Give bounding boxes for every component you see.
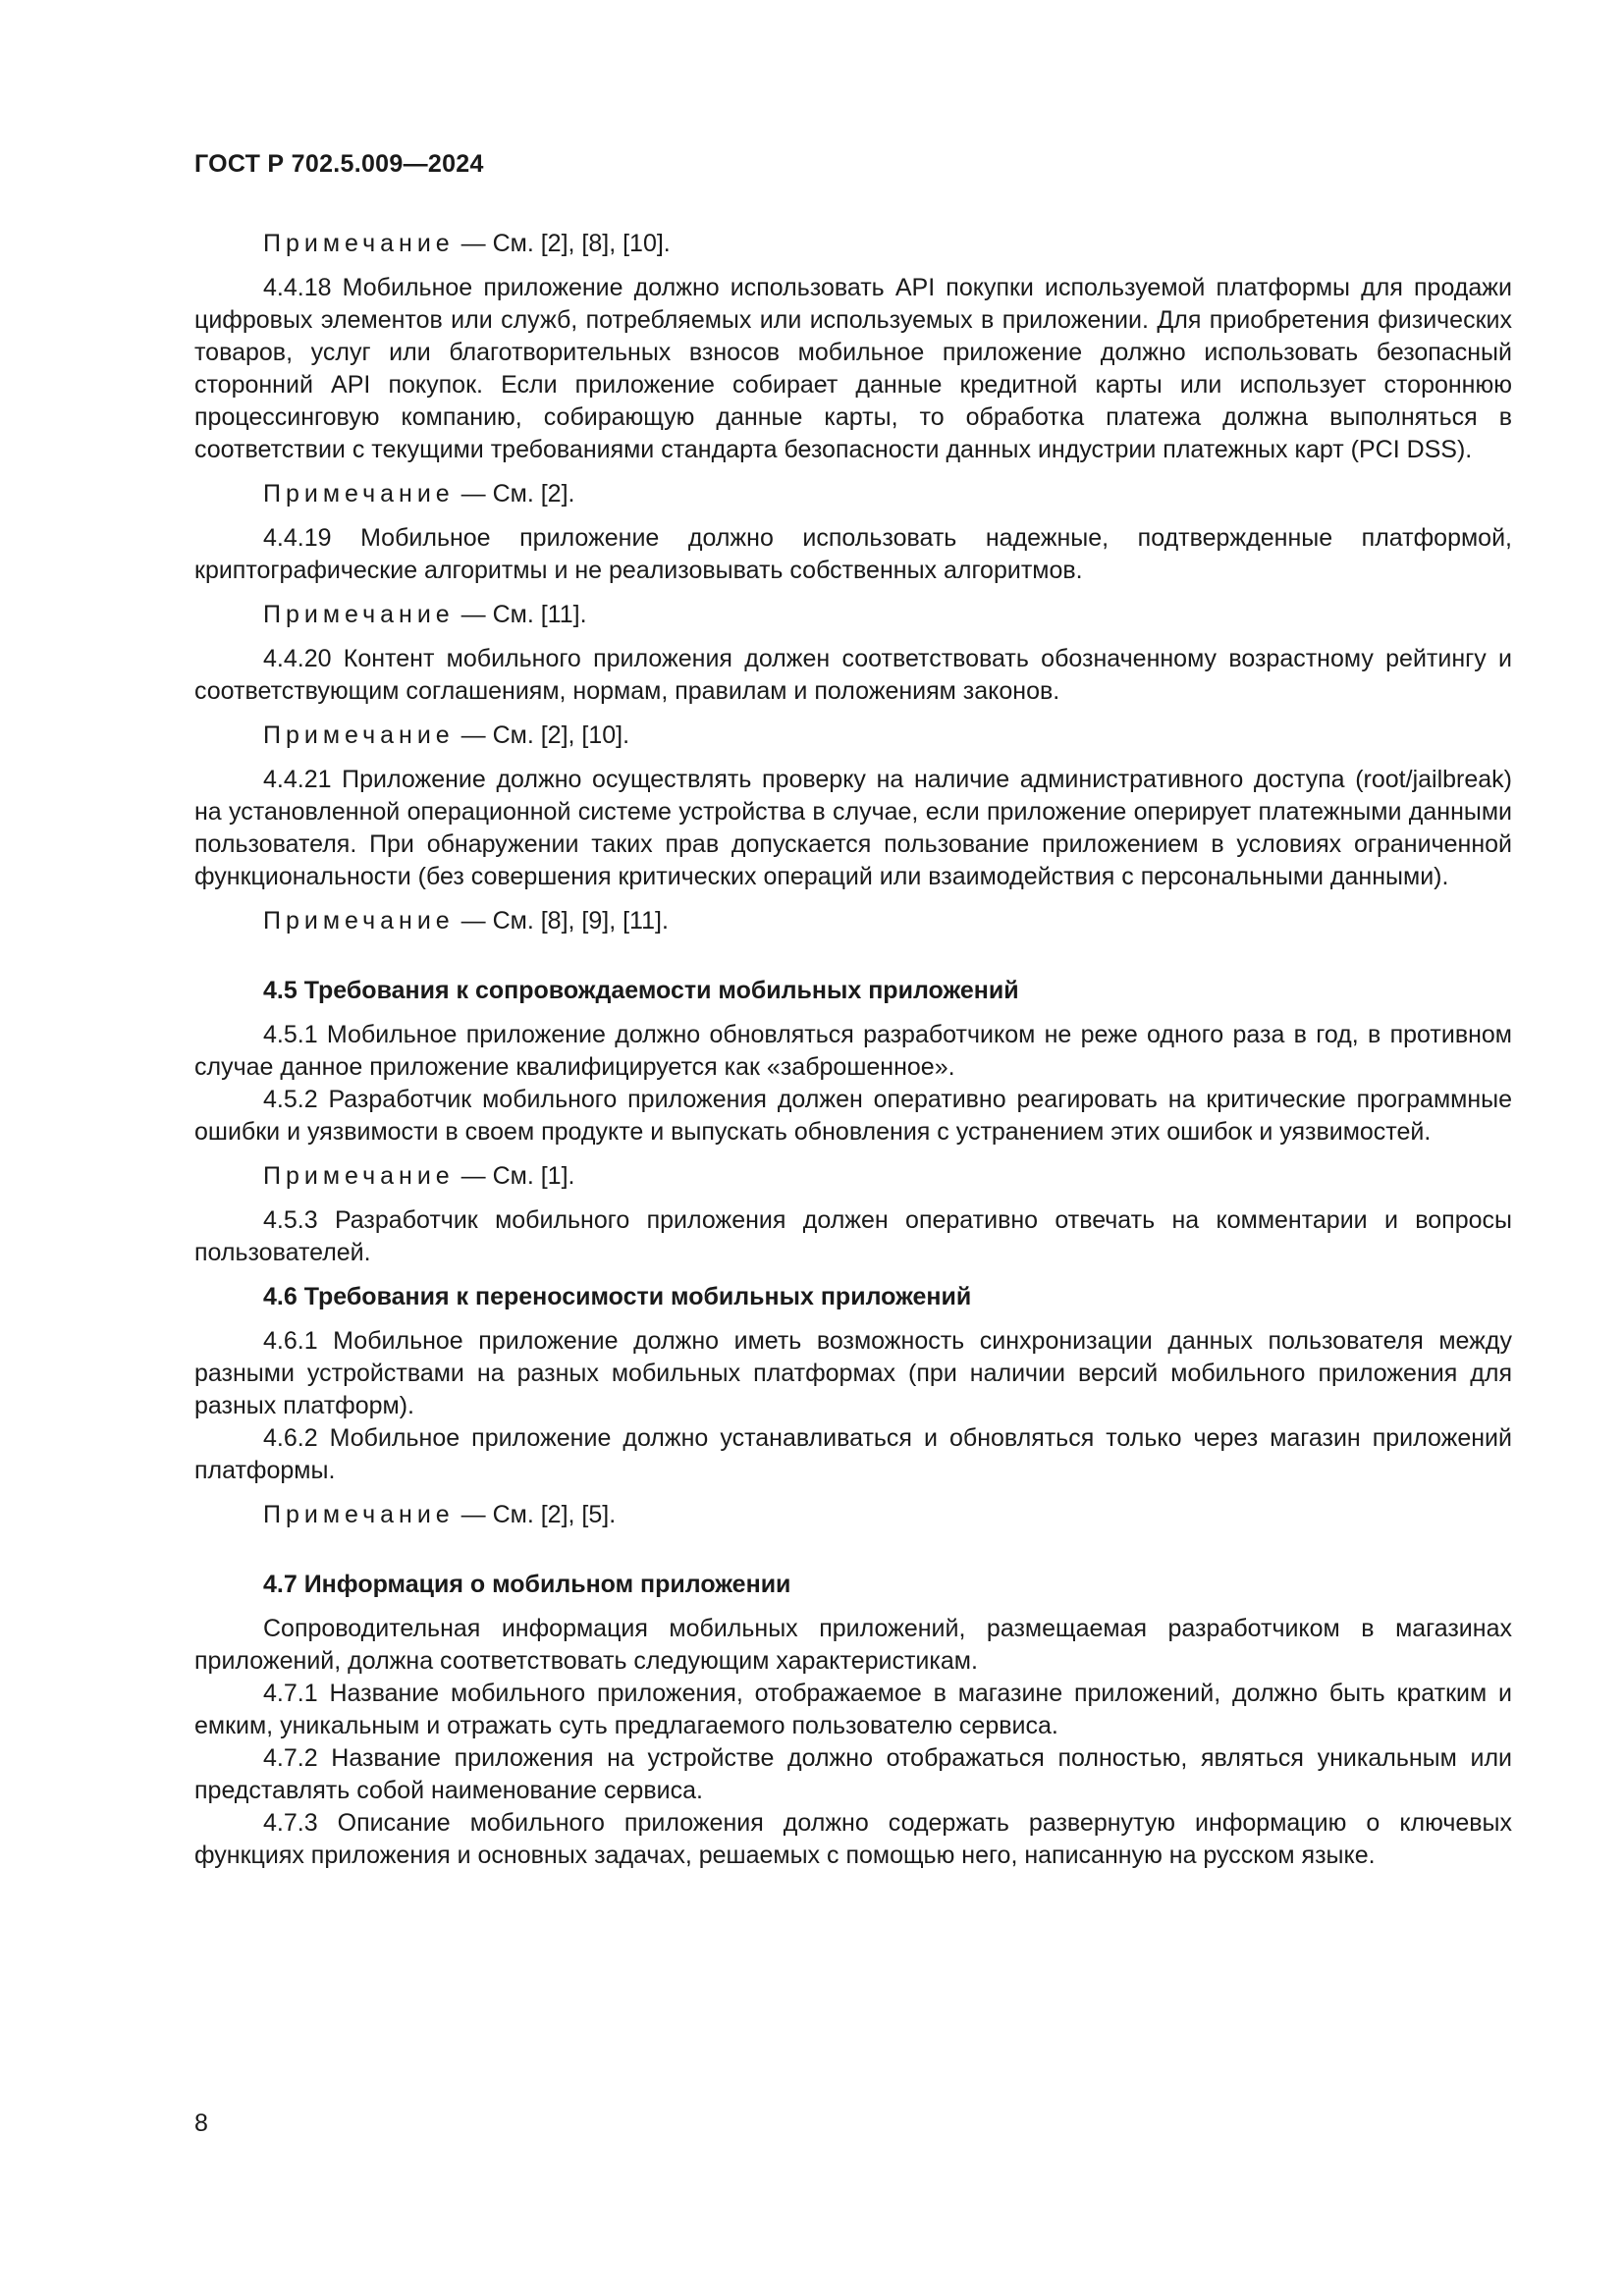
section-heading-4-5: 4.5 Требования к сопровождаемости мобильных приложений (263, 977, 1019, 1004)
note-text: — См. [2], [8], [10]. (460, 230, 671, 257)
clause-4-7-1: 4.7.1 Название мобильного приложения, отображаемое в магазине приложений, должно быть кратким и емким, уникальным и отражать суть предлагаемого пользователю сервиса. (194, 1680, 1512, 1739)
note-label: Примечание (263, 230, 455, 257)
page-content (194, 228, 1512, 1872)
note-4-4-17 (263, 228, 1512, 260)
clause-4-7-2: 4.7.2 Название приложения на устройстве должно отображаться полностью, являться уникальным или представлять собой наименование сервиса. (194, 1744, 1512, 1804)
clause-4-4-18: 4.4.18 Мобильное приложение должно использовать API покупки используемой платформы для продажи цифровых элементов или служб, потребляемых или используемых в приложении. Для приобретения физических товаров, услуг или благотворительных взносов мобильное приложение должно использовать безопасный сторонний API покупок. Если приложение собирает данные кредитной карты или использует стороннюю процессинговую компанию, собирающую данные карты, то обработка платежа должна выполняться в соответствии с текущими требованиями стандарта безопасности данных индустрии платежных карт (PCI DSS). (194, 274, 1512, 463)
note-label: Примечание (263, 1162, 455, 1190)
clause-4-7-3: 4.7.3 Описание мобильного приложения должно содержать развернутую информацию о ключевых функциях приложения и основных задачах, решаемых с помощью него, написанную на русском языке. (194, 1809, 1512, 1869)
document-code-header: ГОСТ Р 702.5.009—2024 (194, 150, 484, 178)
note-text: — См. [8], [9], [11]. (460, 907, 669, 934)
clause-4-6-1: 4.6.1 Мобильное приложение должно иметь возможность синхронизации данных пользователя между разными устройствами на разных мобильных платформах (при наличии версий мобильного приложения для разных платформ). (194, 1327, 1512, 1419)
note-label: Примечание (263, 1501, 455, 1528)
note-4-4-18 (263, 478, 1512, 510)
clause-4-7-intro: Сопроводительная информация мобильных приложений, размещаемая разработчиком в магазинах приложений, должна соответствовать следующим характеристикам. (194, 1615, 1512, 1675)
note-text: — См. [2]. (460, 480, 575, 507)
clause-4-4-21: 4.4.21 Приложение должно осуществлять проверку на наличие административного доступа (root/jailbreak) на установленной операционной системе устройства в случае, если приложение оперирует платежными данными пользователя. При обнаружении таких прав допускается пользование приложением в условиях ограниченной функциональности (без совершения критических операций или взаимодействия с персональными данными). (194, 766, 1512, 890)
section-heading-4-6: 4.6 Требования к переносимости мобильных приложений (263, 1283, 972, 1310)
note-4-5-2 (263, 1160, 1512, 1193)
clause-4-5-2: 4.5.2 Разработчик мобильного приложения должен оперативно реагировать на критические программные ошибки и уязвимости в своем продукте и выпускать обновления с устранением этих ошибок и уязвимостей. (194, 1086, 1512, 1146)
note-label: Примечание (263, 907, 455, 934)
note-text: — См. [1]. (460, 1162, 575, 1190)
clause-4-4-19: 4.4.19 Мобильное приложение должно использовать надежные, подтвержденные платформой, криптографические алгоритмы и не реализовывать собственных алгоритмов. (194, 524, 1512, 584)
clause-4-4-20: 4.4.20 Контент мобильного приложения должен соответствовать обозначенному возрастному рейтингу и соответствующим соглашениям, нормам, правилам и положениям законов. (194, 645, 1512, 705)
note-4-4-20 (263, 720, 1512, 752)
note-4-4-21 (263, 905, 1512, 937)
note-label: Примечание (263, 601, 455, 628)
note-4-6-2 (263, 1499, 1512, 1531)
clause-4-5-3: 4.5.3 Разработчик мобильного приложения должен оперативно отвечать на комментарии и вопросы пользователей. (194, 1206, 1512, 1266)
note-text: — См. [11]. (460, 601, 587, 628)
note-text: — См. [2], [5]. (460, 1501, 617, 1528)
note-4-4-19 (263, 599, 1512, 631)
note-label: Примечание (263, 480, 455, 507)
section-heading-4-7: 4.7 Информация о мобильном приложении (263, 1571, 791, 1598)
page-number: 8 (194, 2109, 208, 2137)
clause-4-5-1: 4.5.1 Мобильное приложение должно обновляться разработчиком не реже одного раза в год, в противном случае данное приложение квалифицируется как «заброшенное». (194, 1021, 1512, 1081)
note-label: Примечание (263, 721, 455, 749)
note-text: — См. [2], [10]. (460, 721, 630, 749)
clause-4-6-2: 4.6.2 Мобильное приложение должно устанавливаться и обновляться только через магазин приложений платформы. (194, 1424, 1512, 1484)
